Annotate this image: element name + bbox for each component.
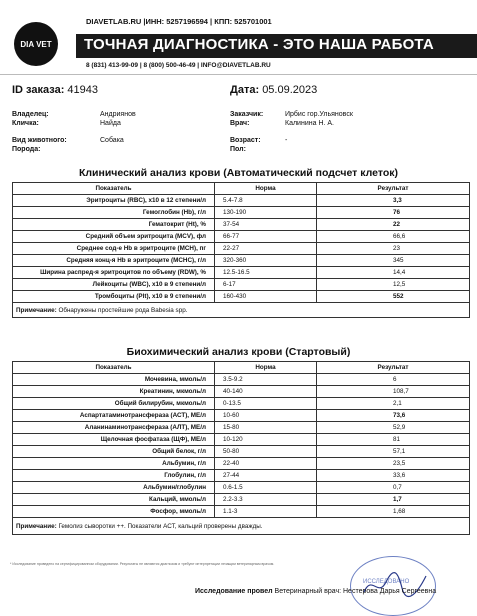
test-result: 1,68 xyxy=(317,506,470,518)
info-label: Владелец: xyxy=(12,111,49,118)
order-date-value: 05.09.2023 xyxy=(262,84,318,96)
test-norm: 27-44 xyxy=(215,470,317,482)
info-row xyxy=(12,145,100,154)
signature-scribble xyxy=(362,570,428,600)
table-row xyxy=(13,410,470,422)
table-row xyxy=(13,482,470,494)
order-date xyxy=(230,84,317,96)
test-result: 3,3 xyxy=(317,195,470,207)
info-value: Найда xyxy=(100,120,121,127)
test-name: Мочевина, ммоль/л xyxy=(13,374,215,386)
test-name: Глобулин, г/л xyxy=(13,470,215,482)
info-value: Собака xyxy=(100,137,124,144)
test-result: 57,1 xyxy=(317,446,470,458)
test-result: 52,9 xyxy=(317,422,470,434)
note-text: Гемолиз сыворотки ++. Показатели АСТ, кальций проверены дважды. xyxy=(58,522,263,530)
test-result: 23 xyxy=(317,243,470,255)
logo-text: DIA VET xyxy=(20,39,52,49)
sign-value: Ветеринарный врач: Нестерова Дарья Сергеевна xyxy=(274,588,437,595)
test-norm: 3.5-9.2 xyxy=(215,374,317,386)
table-row xyxy=(13,255,470,267)
info-label: Возраст: xyxy=(230,137,261,144)
header-divider xyxy=(0,74,477,75)
test-norm: 50-80 xyxy=(215,446,317,458)
test-result: 1,7 xyxy=(317,494,470,506)
table-row xyxy=(13,398,470,410)
table-row xyxy=(13,267,470,279)
test-norm: 2.2-3.3 xyxy=(215,494,317,506)
test-norm: 37-54 xyxy=(215,219,317,231)
column-header: Норма xyxy=(215,362,317,374)
table-row xyxy=(13,291,470,303)
note-cell xyxy=(13,518,470,535)
test-result: 345 xyxy=(317,255,470,267)
test-norm: 40-140 xyxy=(215,386,317,398)
info-label: Заказчик: xyxy=(230,111,264,118)
test-name: Лейкоциты (WBC), x10 в 9 степени/л xyxy=(13,279,215,291)
info-value: Ирбис гор.Ульяновск xyxy=(285,111,353,118)
stamp-text: ИССЛЕДОВАНО xyxy=(363,579,410,585)
test-name: Общий билирубин, мкмоль/л xyxy=(13,398,215,410)
table-header-row xyxy=(13,183,470,195)
table-row xyxy=(13,446,470,458)
test-result: 0,7 xyxy=(317,482,470,494)
test-result: 73,6 xyxy=(317,410,470,422)
test-name: Средняя конц-я Hb в эритроците (MCHC), г/л xyxy=(13,255,215,267)
info-value: - xyxy=(285,137,288,144)
table-row xyxy=(13,434,470,446)
table-row xyxy=(13,207,470,219)
test-name: Средний объем эритроцита (MCV), фл xyxy=(13,231,215,243)
test-norm: 15-80 xyxy=(215,422,317,434)
table-row xyxy=(13,374,470,386)
test-norm: 320-360 xyxy=(215,255,317,267)
info-value: Калинина Н. А. xyxy=(285,120,335,127)
order-id xyxy=(12,84,98,96)
test-name: Аспартатаминотрансфераза (АСТ), МЕ/л xyxy=(13,410,215,422)
test-result: 33,6 xyxy=(317,470,470,482)
test-result: 108,7 xyxy=(317,386,470,398)
test-result: 2,1 xyxy=(317,398,470,410)
info-label: Порода: xyxy=(12,146,41,153)
sign-label: Исследование провел xyxy=(195,588,273,595)
table-header-row xyxy=(13,362,470,374)
info-row xyxy=(12,119,121,128)
info-row xyxy=(12,136,124,145)
test-result: 76 xyxy=(317,207,470,219)
test-name: Общий белок, г/л xyxy=(13,446,215,458)
test-result: 552 xyxy=(317,291,470,303)
test-norm: 10-60 xyxy=(215,410,317,422)
note-label: Примечание: xyxy=(16,306,57,314)
info-label: Пол: xyxy=(230,146,246,153)
table-row xyxy=(13,219,470,231)
diavet-logo xyxy=(14,22,58,66)
test-result: 6 xyxy=(317,374,470,386)
slogan: ТОЧНАЯ ДИАГНОСТИКА - ЭТО НАША РАБОТА xyxy=(84,36,434,53)
signature-line xyxy=(195,588,436,595)
note-text: Обнаружены простейшие рода Babesia spp. xyxy=(58,306,188,314)
cbc-section-title: Клинический анализ крови (Автоматический подсчет клеток) xyxy=(78,167,399,179)
test-norm: 1.1-3 xyxy=(215,506,317,518)
info-label: Врач: xyxy=(230,120,250,127)
test-norm: 6-17 xyxy=(215,279,317,291)
note-row xyxy=(13,518,470,535)
table-row xyxy=(13,494,470,506)
test-name: Альбумин/глобулин xyxy=(13,482,215,494)
table-row xyxy=(13,279,470,291)
test-result: 81 xyxy=(317,434,470,446)
column-header: Показатель xyxy=(13,183,215,195)
test-name: Гемоглобин (Hb), г/л xyxy=(13,207,215,219)
test-name: Эритроциты (RBC), x10 в 12 степени/л xyxy=(13,195,215,207)
table-row xyxy=(13,458,470,470)
test-name: Аланинаминотрансфераза (АЛТ), МЕ/л xyxy=(13,422,215,434)
test-name: Альбумин, г/л xyxy=(13,458,215,470)
note-row xyxy=(13,303,470,318)
test-norm: 22-40 xyxy=(215,458,317,470)
test-norm: 0.6-1.5 xyxy=(215,482,317,494)
test-name: Креатинин, мкмоль/л xyxy=(13,386,215,398)
column-header: Норма xyxy=(215,183,317,195)
note-label: Примечание: xyxy=(16,522,57,530)
test-name: Щелочная фосфатаза (ЩФ), МЕ/л xyxy=(13,434,215,446)
test-norm: 5.4-7.8 xyxy=(215,195,317,207)
letterhead xyxy=(0,8,477,70)
info-row xyxy=(230,136,287,145)
table-row xyxy=(13,231,470,243)
test-norm: 10-120 xyxy=(215,434,317,446)
test-name: Фосфор, ммоль/л xyxy=(13,506,215,518)
table-row xyxy=(13,470,470,482)
test-norm: 22-27 xyxy=(215,243,317,255)
test-norm: 66-77 xyxy=(215,231,317,243)
fine-print: * Исследование проведено на сертифицированном оборудовании. Результаты не являются диагнозом и требуют интерпретации лечащим ветеринарным врачом. xyxy=(10,562,275,566)
note-cell xyxy=(13,303,470,318)
info-row xyxy=(230,110,353,119)
info-row xyxy=(230,145,285,154)
test-result: 23,5 xyxy=(317,458,470,470)
test-norm: 130-190 xyxy=(215,207,317,219)
info-row xyxy=(12,110,136,119)
table-row xyxy=(13,422,470,434)
test-name: Среднее сод-е Hb в эритроците (MCH), пг xyxy=(13,243,215,255)
test-name: Ширина распред-я эритроцитов по объему (RDW), % xyxy=(13,267,215,279)
info-label: Кличка: xyxy=(12,120,39,127)
info-label: Вид животного: xyxy=(12,137,67,144)
table-row xyxy=(13,506,470,518)
test-norm: 160-430 xyxy=(215,291,317,303)
table-row xyxy=(13,243,470,255)
order-id-value: 41943 xyxy=(67,84,99,96)
test-result: 66,6 xyxy=(317,231,470,243)
order-date-label: Дата: xyxy=(230,84,260,96)
column-header: Результат xyxy=(317,362,470,374)
cbc-table xyxy=(12,182,470,318)
test-result: 12,5 xyxy=(317,279,470,291)
column-header: Результат xyxy=(317,183,470,195)
test-name: Гематокрит (Ht), % xyxy=(13,219,215,231)
test-name: Кальций, ммоль/л xyxy=(13,494,215,506)
bio-table xyxy=(12,361,470,535)
table-row xyxy=(13,386,470,398)
bio-section-title: Биохимический анализ крови (Стартовый) xyxy=(126,346,351,358)
column-header: Показатель xyxy=(13,362,215,374)
test-norm: 12.5-16.5 xyxy=(215,267,317,279)
test-result: 14,4 xyxy=(317,267,470,279)
test-result: 22 xyxy=(317,219,470,231)
order-id-label: ID заказа: xyxy=(12,84,65,96)
company-meta: DIAVETLAB.RU |ИНН: 5257196594 | КПП: 525701001 xyxy=(86,17,272,26)
info-row xyxy=(230,119,334,128)
table-row xyxy=(13,195,470,207)
info-value: Андриянов xyxy=(100,111,136,118)
test-norm: 0-13.5 xyxy=(215,398,317,410)
company-contacts: 8 (831) 413-99-09 | 8 (800) 500-46-49 | INFO@DIAVETLAB.RU xyxy=(86,62,271,69)
test-name: Тромбоциты (Plt), x10 в 9 степени/л xyxy=(13,291,215,303)
